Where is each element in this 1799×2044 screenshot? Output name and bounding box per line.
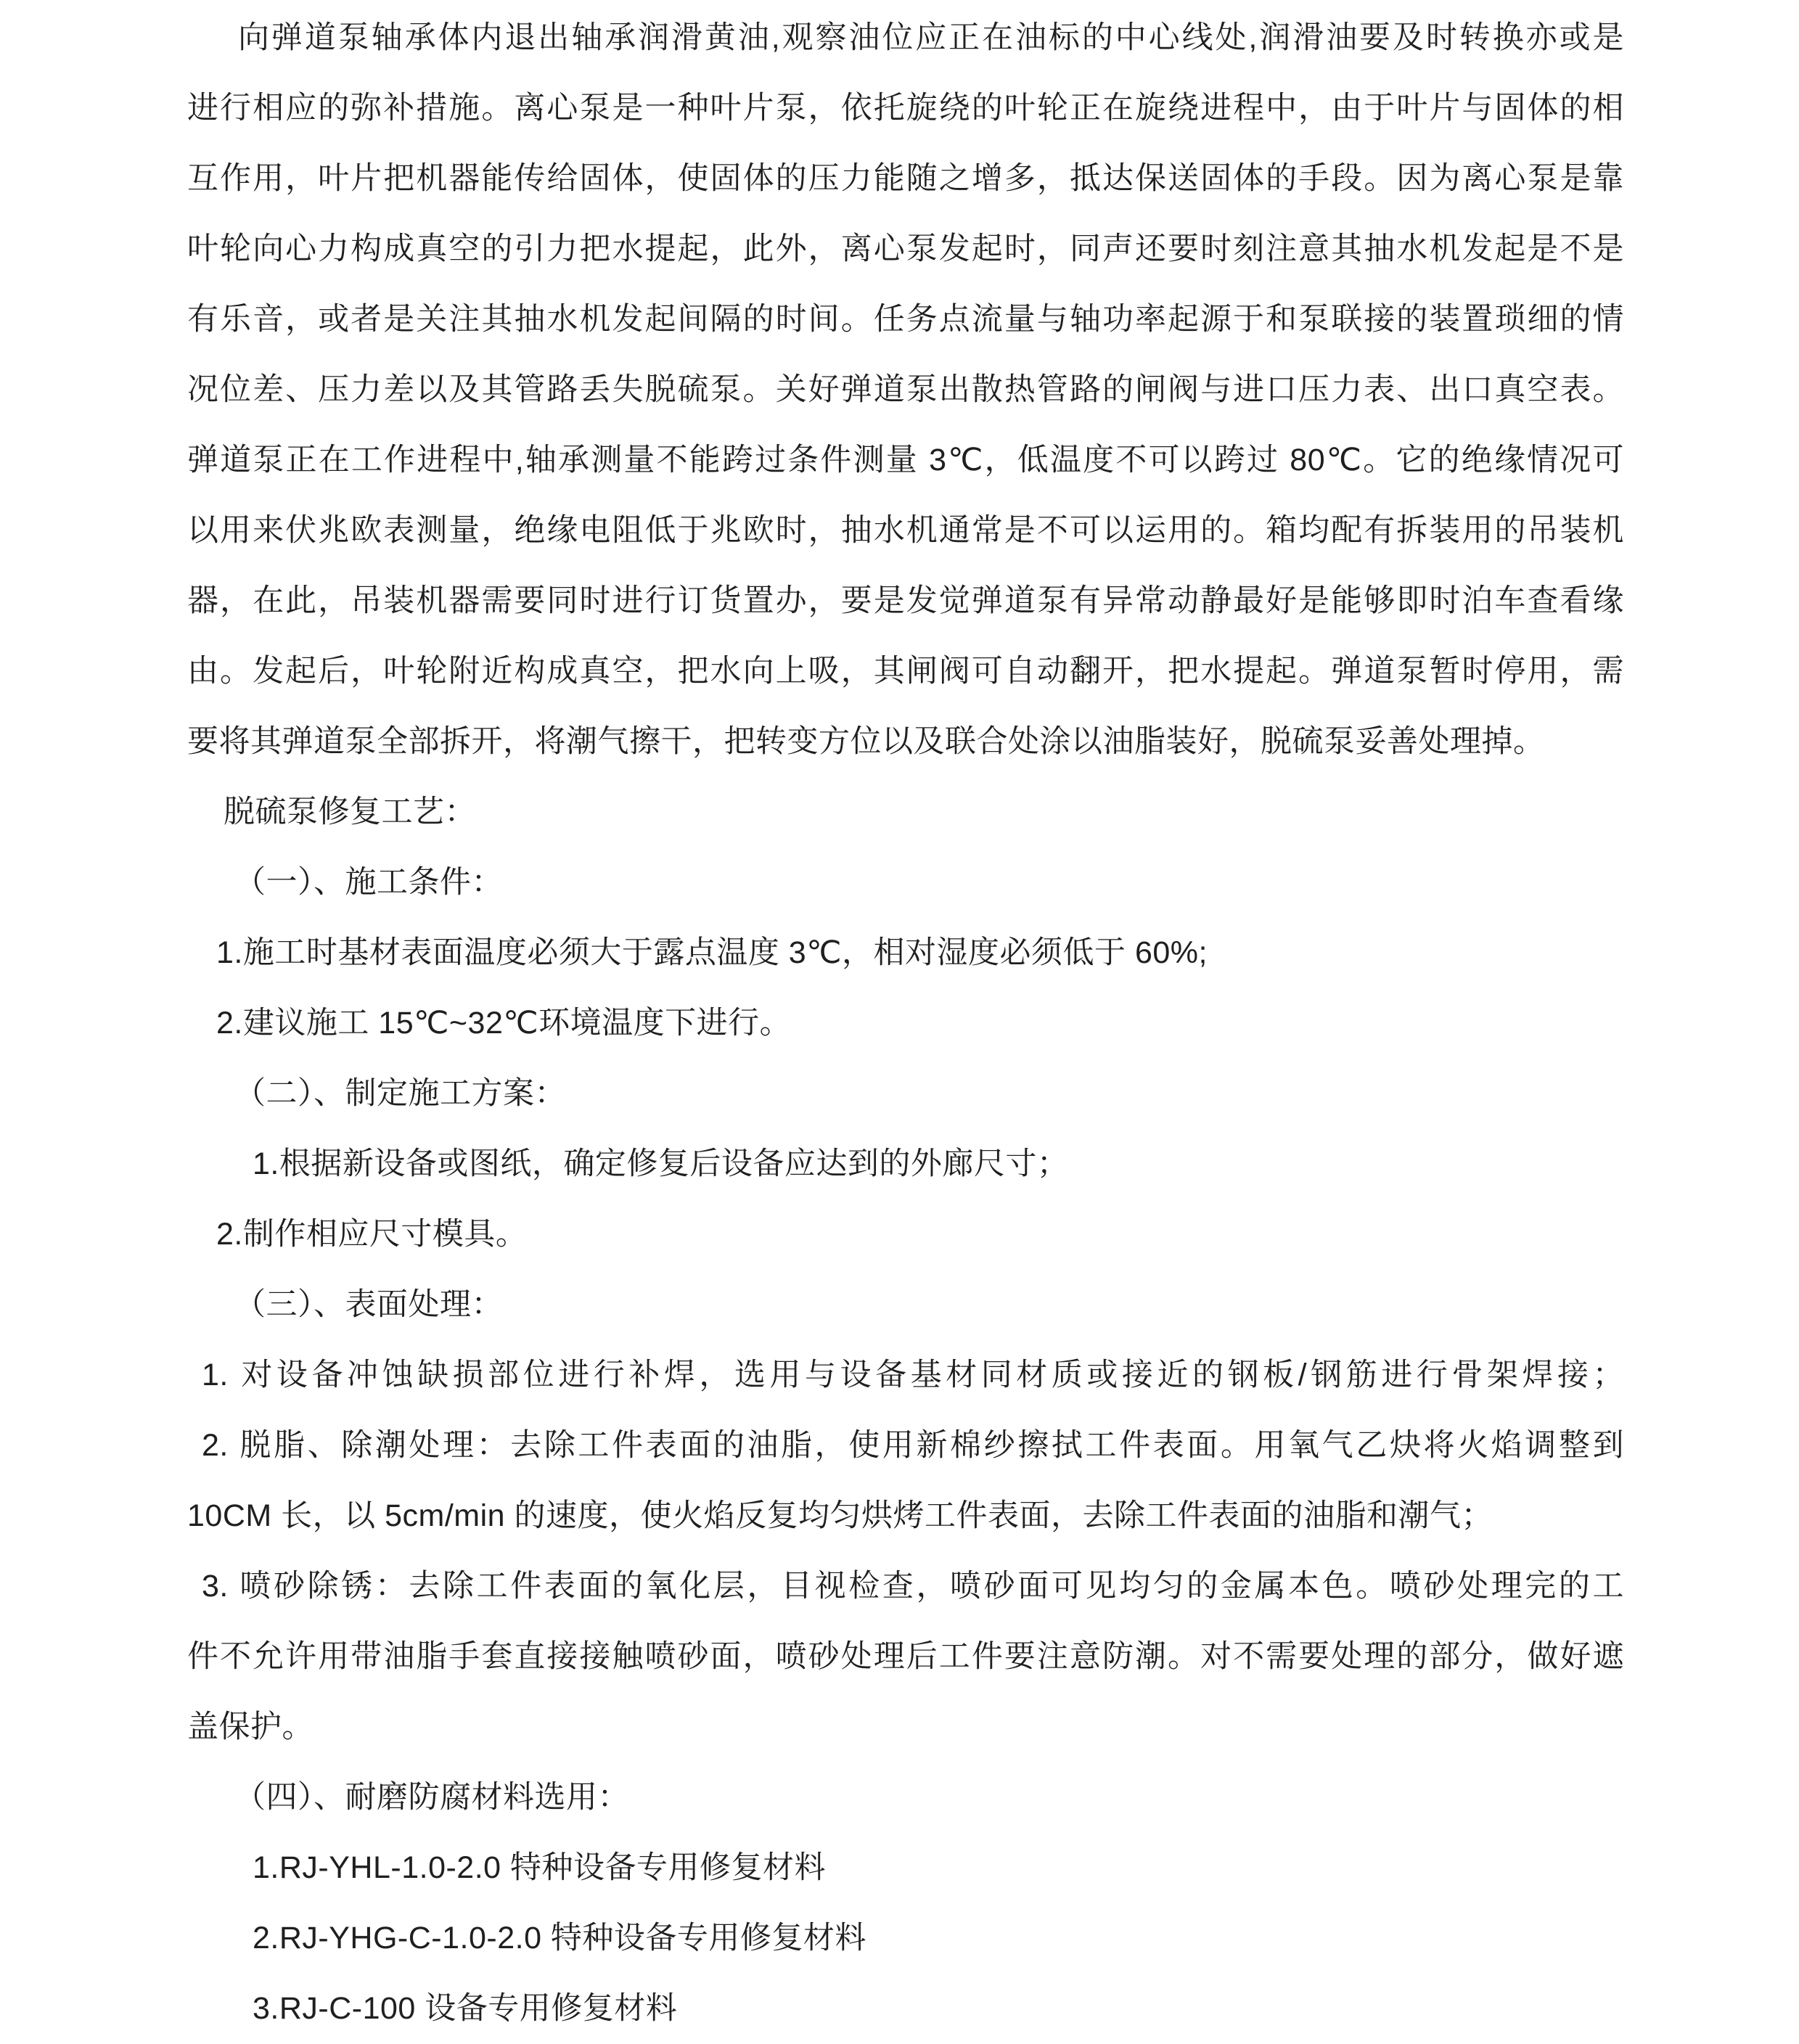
section-3-item-line: 盖保护。 [187,1710,314,1744]
section-2-item: 1.根据新设备或图纸，确定修复后设备应达到的外廊尺寸； [253,1146,1069,1181]
intro-paragraph-line: 以用来伏兆欧表测量，绝缘电阻低于兆欧时，抽水机通常是不可以运用的。箱均配有拆装用的吊装机 [187,513,1624,548]
section-2-item: 2.制作相应尺寸模具。 [216,1217,528,1252]
section-3-item: 1. 对设备冲蚀缺损部位进行补焊，选用与设备基材同材质或接近的钢板/钢筋进行骨架焊接； [202,1358,1624,1392]
intro-paragraph-line: 进行相应的弥补措施。离心泵是一种叶片泵，依托旋绕的叶轮正在旋绕进程中，由于叶片与固体的相 [187,91,1624,126]
intro-paragraph-line: 向弹道泵轴承体内退出轴承润滑黄油,观察油位应正在油标的中心线处,润滑油要及时转换亦或是 [238,20,1624,55]
section-4-heading: （四）、耐磨防腐材料选用： [234,1780,629,1815]
section-1-heading: （一）、施工条件： [234,865,503,900]
intro-paragraph-line: 弹道泵正在工作进程中,轴承测量不能跨过条件测量 3℃，低温度不可以跨过 80℃。它的绝缘情况可 [187,443,1624,477]
intro-paragraph-line: 由。发起后，叶轮附近构成真空，把水向上吸，其闸阀可自动翻开，把水提起。弹道泵暂时停用，需 [187,654,1624,689]
section-3-item-line: 10CM 长，以 5cm/min 的速度，使火焰反复均匀烘烤工件表面，去除工件表面的油脂和潮气； [187,1498,1493,1533]
section-1-item: 1.施工时基材表面温度必须大于露点温度 3℃，相对湿度必须低于 60%; [216,935,1208,970]
section-4-item: 1.RJ-YHL-1.0-2.0 特种设备专用修复材料 [253,1850,827,1885]
section-4-item: 3.RJ-C-100 设备专用修复材料 [253,1991,678,2026]
section-1-item: 2.建议施工 15℃~32℃环境温度下进行。 [216,1006,792,1041]
section-3-item-line: 件不允许用带油脂手套直接接触喷砂面，喷砂处理后工件要注意防潮。对不需要处理的部分，做好遮 [187,1639,1624,1674]
section-2-heading: （二）、制定施工方案： [234,1076,566,1111]
section-3-item-line: 3. 喷砂除锈：去除工件表面的氧化层，目视检查，喷砂面可见均匀的金属本色。喷砂处理完的工 [202,1569,1624,1604]
process-title: 脱硫泵修复工艺： [224,795,476,829]
section-3-heading: （三）、表面处理： [234,1287,503,1322]
intro-paragraph-line: 要将其弹道泵全部拆开，将潮气擦干，把转变方位以及联合处涂以油脂装好，脱硫泵妥善处理掉。 [187,724,1545,759]
intro-paragraph-line: 叶轮向心力构成真空的引力把水提起，此外，离心泵发起时，同声还要时刻注意其抽水机发起是不是 [187,231,1624,266]
intro-paragraph-line: 互作用，叶片把机器能传给固体，使固体的压力能随之增多，抵达保送固体的手段。因为离心泵是靠 [187,161,1624,196]
intro-paragraph-line: 况位差、压力差以及其管路丢失脱硫泵。关好弹道泵出散热管路的闸阀与进口压力表、出口真空表。 [187,372,1624,407]
intro-paragraph-line: 器，在此，吊装机器需要同时进行订货置办，要是发觉弹道泵有异常动静最好是能够即时泊车查看缘 [187,583,1624,618]
intro-paragraph-line: 有乐音，或者是关注其抽水机发起间隔的时间。任务点流量与轴功率起源于和泵联接的装置琐细的情 [187,302,1624,337]
section-4-item: 2.RJ-YHG-C-1.0-2.0 特种设备专用修复材料 [253,1921,866,1955]
section-3-item-line: 2. 脱脂、除潮处理：去除工件表面的油脂，使用新棉纱擦拭工件表面。用氧气乙炔将火焰调整到 [202,1428,1624,1463]
